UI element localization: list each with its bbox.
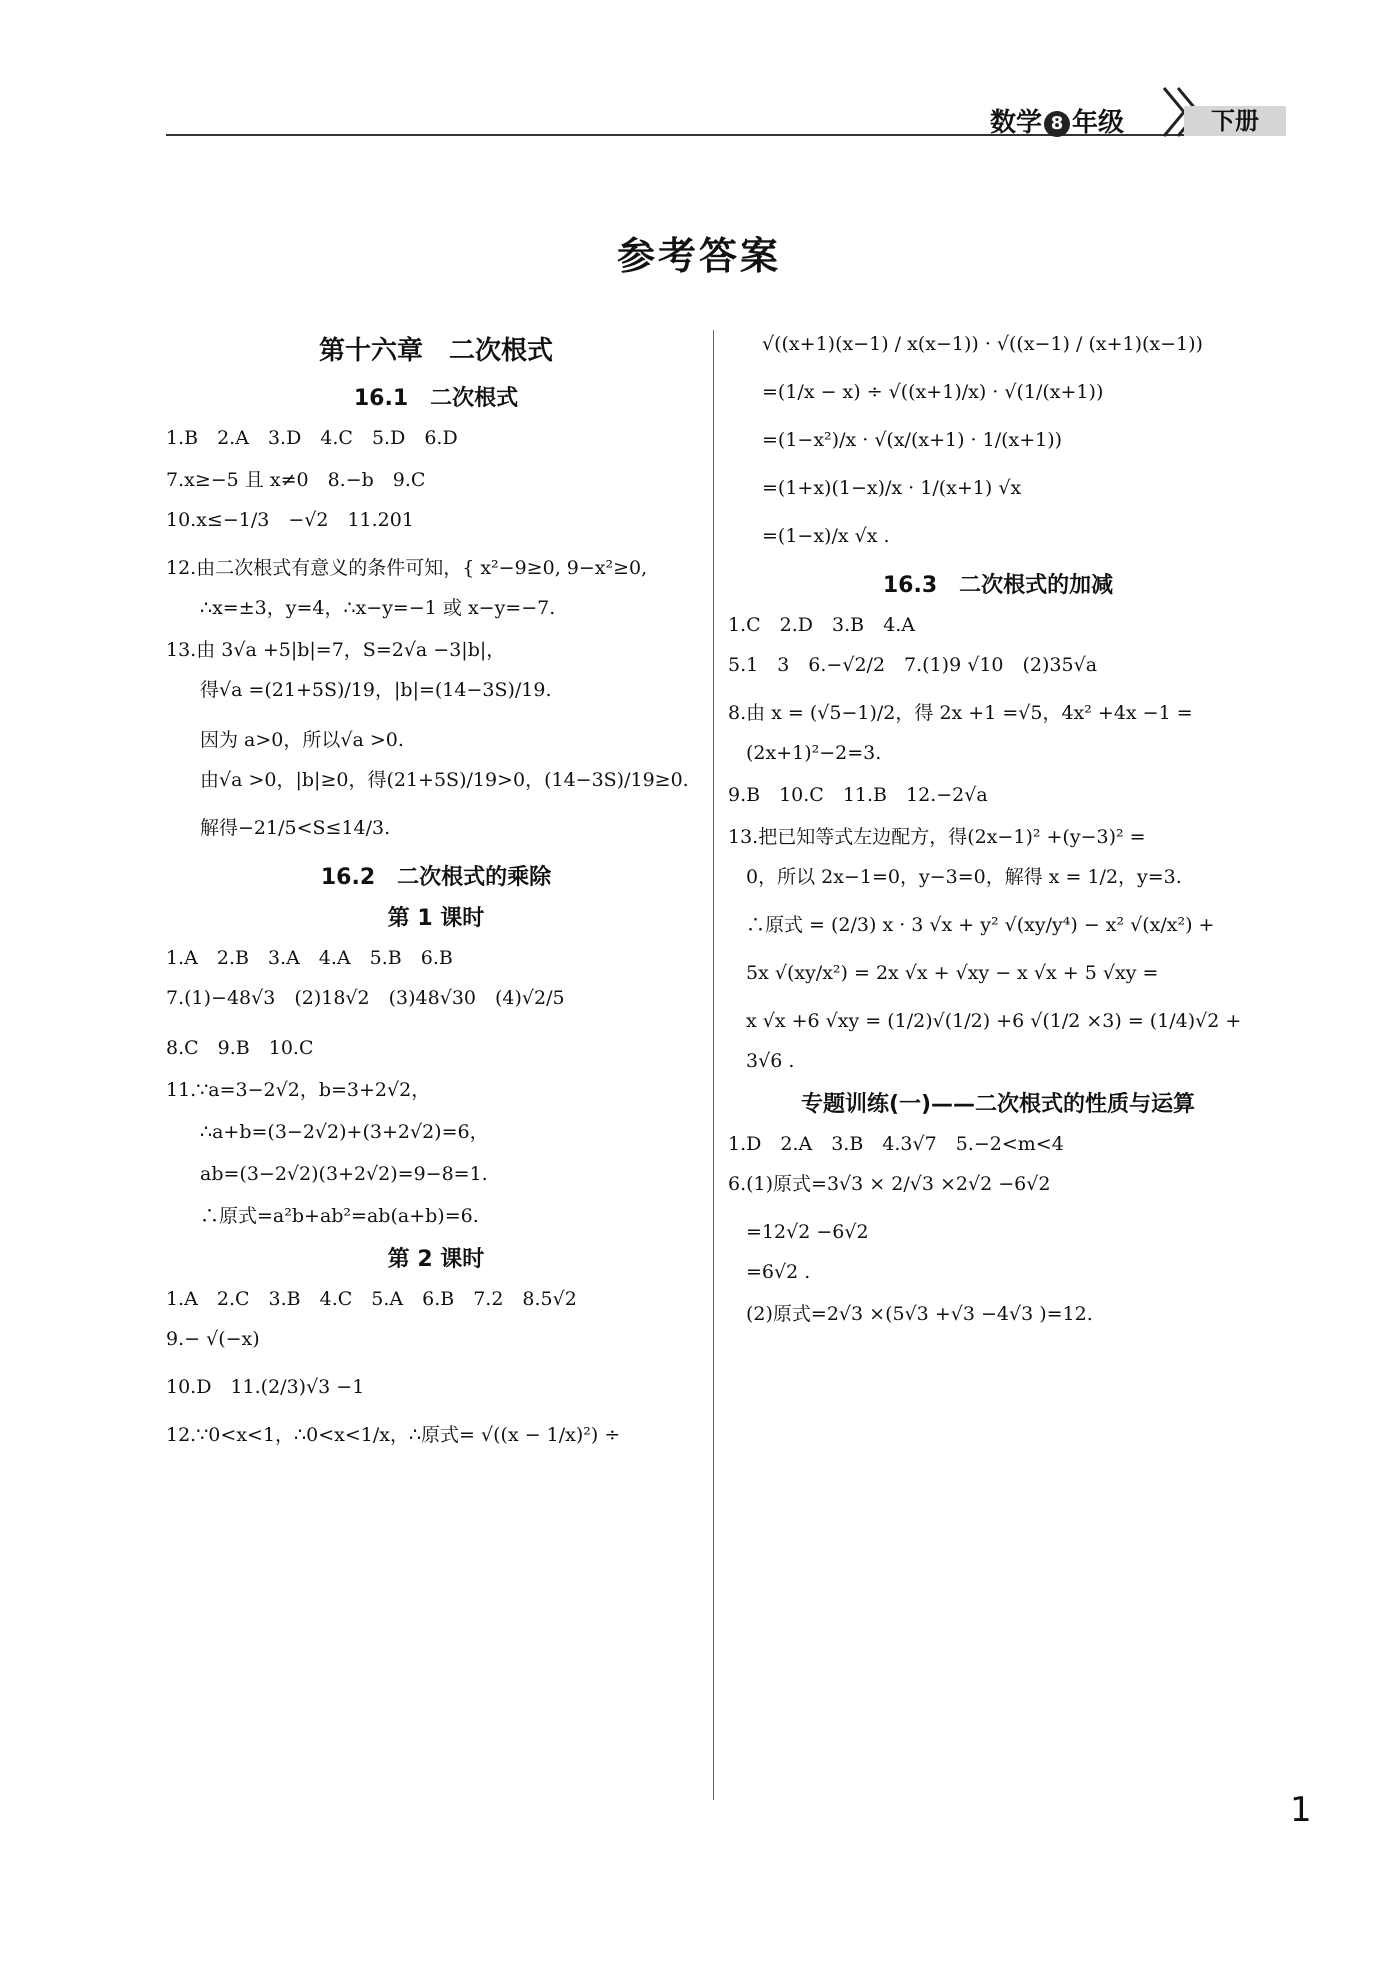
answer-line: =6√2 . xyxy=(746,1261,811,1283)
answer-line: 5x √(xy/x²) = 2x √x + √xy − x √x + 5 √xy = xyxy=(746,962,1159,984)
section-heading-16-1: 16.1 二次根式 xyxy=(353,386,519,411)
answer-line: ab=(3−2√2)(3+2√2)=9−8=1. xyxy=(200,1163,488,1185)
answer-line: 0，所以 2x−1=0，y−3=0，解得 x = 1/2，y=3. xyxy=(746,866,1182,888)
lesson-heading-2: 第 2 课时 xyxy=(387,1247,485,1272)
answer-line: 得√a =(21+5S)/19，|b|=(14−3S)/19. xyxy=(200,679,552,701)
answer-line: =12√2 −6√2 xyxy=(746,1221,869,1243)
lesson-heading-1: 第 1 课时 xyxy=(387,906,485,931)
header-label xyxy=(990,102,1124,139)
answer-line: 8.由 x = (√5−1)/2，得 2x +1 =√5，4x² +4x −1 = xyxy=(728,702,1193,724)
answer-line: =(1+x)(1−x)/x · 1/(x+1) √x xyxy=(762,477,1022,499)
answer-line: 1.B 2.A 3.D 4.C 5.D 6.D xyxy=(166,427,458,449)
page-title: 参考答案 xyxy=(616,234,781,278)
column-divider xyxy=(713,330,714,1800)
answer-line: 9.B 10.C 11.B 12.−2√a xyxy=(728,784,988,806)
grade-number-badge: 8 xyxy=(1044,111,1070,137)
page-number: 1 xyxy=(1290,1790,1312,1830)
answer-line: ∴x=±3，y=4，∴x−y=−1 或 x−y=−7. xyxy=(200,597,556,619)
answer-line: 6.(1)原式=3√3 × 2/√3 ×2√2 −6√2 xyxy=(728,1173,1051,1195)
answer-line: ∴a+b=(3−2√2)+(3+2√2)=6， xyxy=(200,1121,489,1143)
answer-line: (2x+1)²−2=3. xyxy=(746,742,882,764)
left-column xyxy=(166,320,706,1459)
answer-line: 解得−21/5<S≤14/3. xyxy=(200,817,391,839)
answer-line: 1.A 2.C 3.B 4.C 5.A 6.B 7.2 8.5√2 xyxy=(166,1288,577,1310)
answer-line: 13.由 3√a +5|b|=7，S=2√a −3|b|， xyxy=(166,639,506,661)
answer-line: 因为 a>0，所以√a >0. xyxy=(200,729,404,751)
answer-line: 12.∵0<x<1，∴0<x<1/x，∴原式= √((x − 1/x)²) ÷ xyxy=(166,1424,621,1446)
answer-line: 8.C 9.B 10.C xyxy=(166,1037,314,1059)
answer-line: 7.(1)−48√3 (2)18√2 (3)48√30 (4)√2/5 xyxy=(166,987,565,1009)
answer-line: 5.1 3 6.−√2/2 7.(1)9 √10 (2)35√a xyxy=(728,654,1098,676)
answer-line: 1.C 2.D 3.B 4.A xyxy=(728,614,915,636)
answer-line: =(1/x − x) ÷ √((x+1)/x) · √(1/(x+1)) xyxy=(762,381,1104,403)
answer-line: ∴原式 = (2/3) x · 3 √x + y² √(xy/y⁴) − x² √(x/x²) + xyxy=(746,914,1215,936)
answer-line: 由√a >0，|b|≥0，得(21+5S)/19>0，(14−3S)/19≥0. xyxy=(200,769,689,791)
volume-tab: 下册 xyxy=(1184,106,1286,136)
answer-line: 9.− √(−x) xyxy=(166,1328,260,1350)
answer-line: √((x+1)(x−1) / x(x−1)) · √((x−1) / (x+1)(x−1)) xyxy=(762,333,1203,355)
answer-line: 1.D 2.A 3.B 4.3√7 5.−2<m<4 xyxy=(728,1133,1064,1155)
answer-line: 10.x≤−1/3 −√2 11.201 xyxy=(166,509,414,531)
section-heading-special-training: 专题训练(一)——二次根式的性质与运算 xyxy=(800,1092,1196,1117)
answer-line: ∴原式=a²b+ab²=ab(a+b)=6. xyxy=(200,1205,479,1227)
answer-line: x √x +6 √xy = (1/2)√(1/2) +6 √(1/2 ×3) = (1/4)√2 + xyxy=(746,1010,1242,1032)
section-heading-16-2: 16.2 二次根式的乘除 xyxy=(320,865,552,890)
subject: 数学 xyxy=(990,108,1043,138)
answer-line: 7.x≥−5 且 x≠0 8.−b 9.C xyxy=(166,469,426,491)
answer-line: 12.由二次根式有意义的条件可知，{ x²−9≥0, 9−x²≥0, xyxy=(166,557,648,579)
chapter-heading: 第十六章 二次根式 xyxy=(318,336,553,366)
answer-line: =(1−x)/x √x . xyxy=(762,525,890,547)
grade-label: 年级 xyxy=(1072,108,1125,138)
section-heading-16-3: 16.3 二次根式的加减 xyxy=(882,573,1114,598)
answer-line: (2)原式=2√3 ×(5√3 +√3 −4√3 )=12. xyxy=(746,1303,1093,1325)
answer-line: 1.A 2.B 3.A 4.A 5.B 6.B xyxy=(166,947,453,969)
answer-line: 13.把已知等式左边配方，得(2x−1)² +(y−3)² = xyxy=(728,826,1146,848)
right-column xyxy=(728,320,1268,1330)
answer-line: 11.∵a=3−2√2，b=3+2√2， xyxy=(166,1079,431,1101)
answer-line: =(1−x²)/x · √(x/(x+1) · 1/(x+1)) xyxy=(762,429,1063,451)
answer-line: 10.D 11.(2/3)√3 −1 xyxy=(166,1376,365,1398)
answer-line: 3√6 . xyxy=(746,1050,795,1072)
